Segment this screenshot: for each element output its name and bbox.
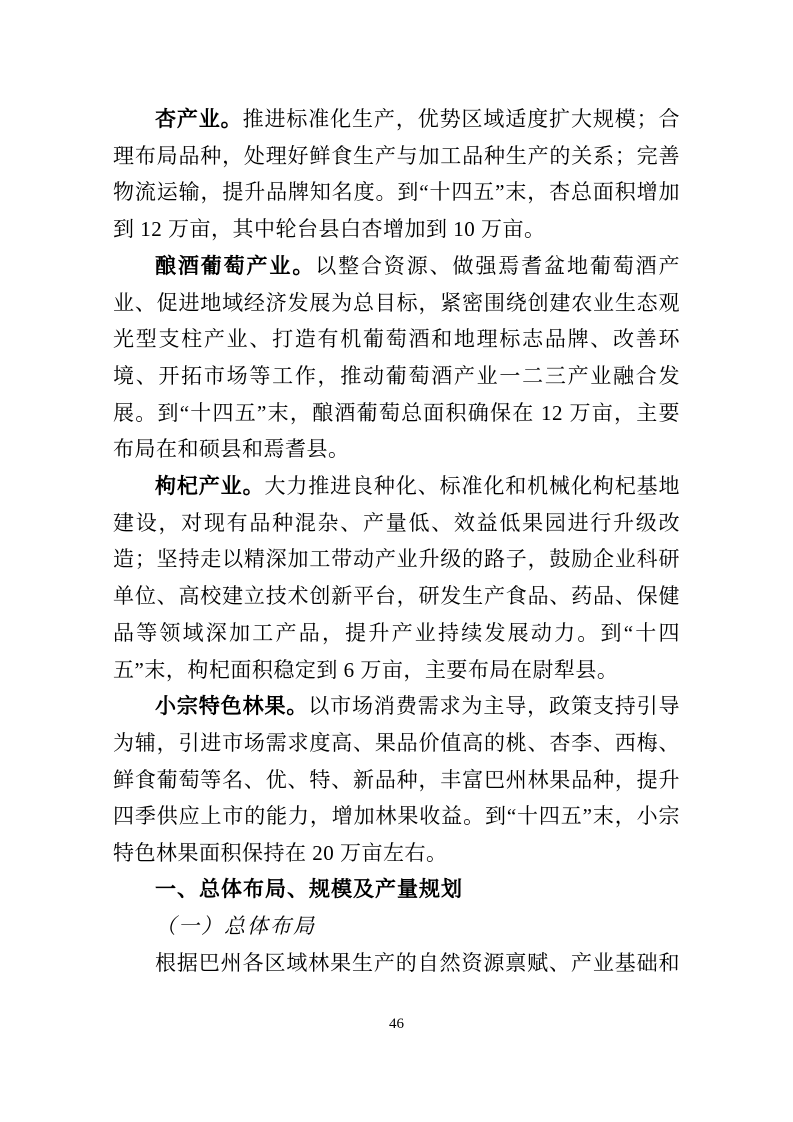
body-paragraph xyxy=(113,248,680,468)
paragraph-lead: 酿酒葡萄产业。 xyxy=(155,253,316,278)
paragraph-text: 大力推进良种化、标准化和机械化枸杞基地建设，对现有品种混杂、产量低、效益低果园进行升级改造；坚持走以精深加工带动产业升级的路子，鼓励企业科研单位、高校建立技术创新平台，研发生产食品、药品、保健品等领域深加工产品，提升产业持续发展动力。到“十四五”末，枸杞面积稳定到 6 万亩，主要布局在尉犁县。 xyxy=(113,474,681,682)
text-block xyxy=(113,101,680,982)
body-paragraph xyxy=(113,688,680,872)
paragraph-text: 以市场消费需求为主导，政策支持引导为辅，引进市场需求度高、果品价值高的桃、杏李、西梅、鲜食葡萄等名、优、特、新品种，丰富巴州林果品种，提升四季供应上市的能力，增加林果收益。到“十四五”末，小宗特色林果面积保持在 20 万亩左右。 xyxy=(113,694,681,866)
body-paragraph xyxy=(113,101,680,248)
paragraph-lead: 小宗特色林果。 xyxy=(155,694,309,719)
closing-paragraph: 根据巴州各区域林果生产的自然资源禀赋、产业基础和 xyxy=(155,951,680,976)
subsection-heading: （一）总体布局 xyxy=(155,914,316,939)
paragraph-text: 推进标准化生产，优势区域适度扩大规模；合理布局品种，处理好鲜食生产与加工品种生产的关系；完善物流运输，提升品牌知名度。到“十四五”末，杏总面积增加到 12 万亩，其中轮台县白杏增加到 10 万亩。 xyxy=(113,107,681,242)
body-paragraph xyxy=(113,468,680,688)
paragraph-text: 以整合资源、做强焉耆盆地葡萄酒产业、促进地域经济发展为总目标，紧密围绕创建农业生态观光型支柱产业、打造有机葡萄酒和地理标志品牌、改善环境、开拓市场等工作，推动葡萄酒产业一二三产业融合发展。到“十四五”末，酿酒葡萄总面积确保在 12 万亩，主要布局在和硕县和焉耆县。 xyxy=(113,253,681,462)
section-heading: 一、总体布局、规模及产量规划 xyxy=(155,877,463,901)
page-number: 46 xyxy=(389,1016,404,1032)
paragraph-lead: 杏产业。 xyxy=(155,107,243,131)
paragraph-lead: 枸杞产业。 xyxy=(155,474,265,499)
